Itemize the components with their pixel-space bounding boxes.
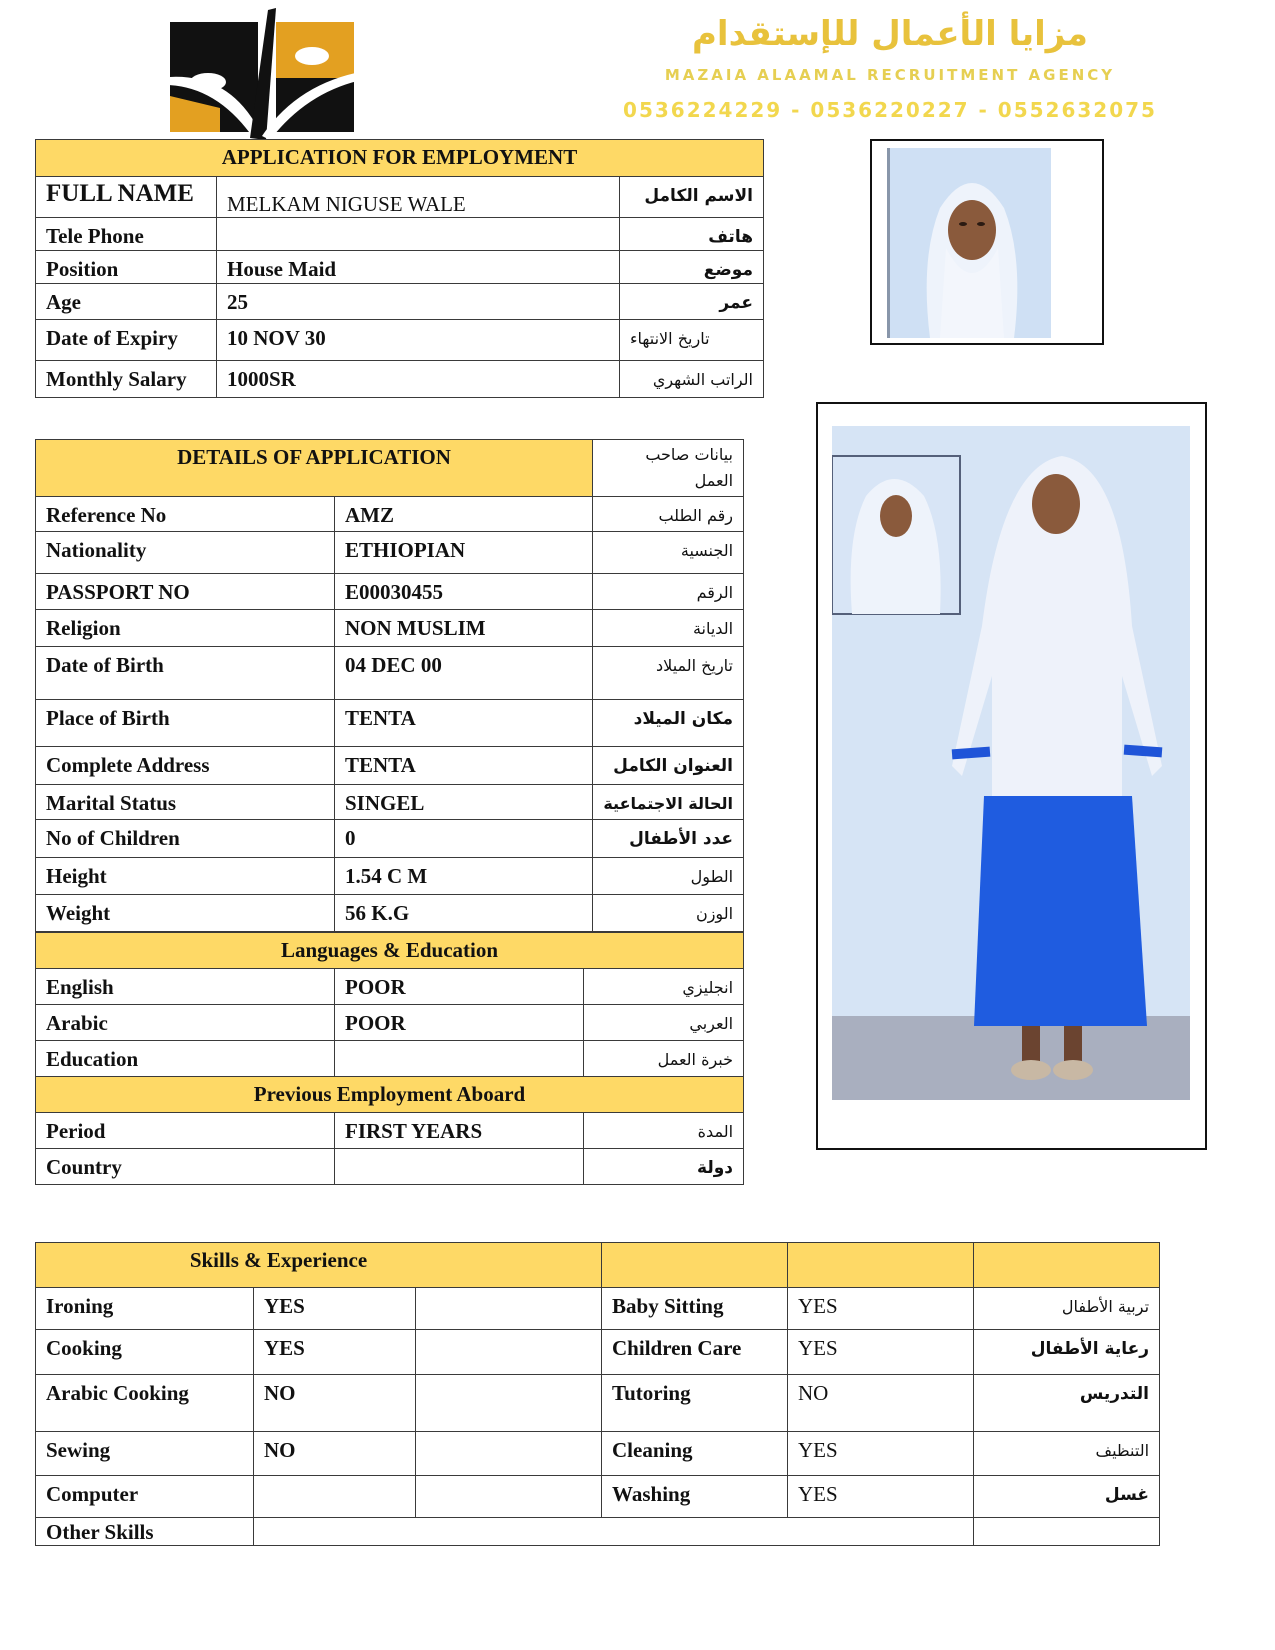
field-label-arabic: تاريخ الميلاد	[593, 647, 744, 700]
date-of-birth-value: 04 DEC 00	[335, 647, 593, 700]
application-title: APPLICATION FOR EMPLOYMENT	[36, 140, 764, 177]
languages-employment-table	[35, 932, 744, 1185]
details-table	[35, 439, 744, 932]
field-label-arabic: الوزن	[593, 895, 744, 932]
table-row	[36, 1432, 1160, 1476]
field-label: Age	[36, 284, 217, 320]
field-label-arabic: رقم الطلب	[593, 497, 744, 532]
field-label-arabic: الديانة	[593, 610, 744, 647]
field-label: English	[36, 969, 335, 1005]
table-row	[36, 497, 744, 532]
table-row	[36, 1149, 744, 1185]
skill-value: YES	[254, 1330, 416, 1375]
address-value: TENTA	[335, 747, 593, 785]
table-row	[36, 895, 744, 932]
table-row	[36, 700, 744, 747]
passport-no-value: E00030455	[335, 574, 593, 610]
table-row	[36, 361, 764, 398]
portrait-photo-icon	[890, 148, 1051, 338]
agency-phones: 0536224229 - 0536220227 - 0552632075	[623, 98, 1157, 122]
full-body-photo-icon	[832, 426, 1190, 1100]
skill-value: YES	[254, 1288, 416, 1330]
table-row	[36, 177, 764, 218]
agency-logo	[150, 8, 375, 140]
table-row	[36, 320, 764, 361]
agency-name-english: MAZAIA ALAAMAL RECRUITMENT AGENCY	[664, 66, 1116, 84]
field-label-arabic: الحالة الاجتماعية	[593, 785, 744, 820]
field-label-arabic: مكان الميلاد	[593, 700, 744, 747]
reference-no-value: AMZ	[335, 497, 593, 532]
skills-header-cell	[788, 1243, 974, 1288]
field-label: Nationality	[36, 532, 335, 574]
table-row	[36, 1330, 1160, 1375]
skill-value: NO	[254, 1432, 416, 1476]
skill-value: YES	[788, 1330, 974, 1375]
skills-title: Skills & Experience	[36, 1243, 602, 1288]
table-row	[36, 1113, 744, 1149]
skill-label: Cleaning	[602, 1432, 788, 1476]
field-label: Monthly Salary	[36, 361, 217, 398]
field-label: Place of Birth	[36, 700, 335, 747]
field-label-arabic: دولة	[584, 1149, 744, 1185]
country-value	[335, 1149, 584, 1185]
table-row	[36, 858, 744, 895]
salary-value: 1000SR	[217, 361, 620, 398]
table-row	[36, 1005, 744, 1041]
details-title-arabic: بيانات صاحب العمل	[593, 440, 744, 497]
weight-value: 56 K.G	[335, 895, 593, 932]
skill-label: Baby Sitting	[602, 1288, 788, 1330]
field-label-arabic: المدة	[584, 1113, 744, 1149]
marital-status-value: SINGEL	[335, 785, 593, 820]
table-row	[36, 1288, 1160, 1330]
skill-label-arabic: رعاية الأطفال	[974, 1330, 1160, 1375]
expiry-date-value: 10 NOV 30	[217, 320, 620, 361]
table-row	[36, 1476, 1160, 1518]
table-row	[36, 785, 744, 820]
field-label-arabic: الجنسية	[593, 532, 744, 574]
skill-label: Cooking	[36, 1330, 254, 1375]
field-label: Education	[36, 1041, 335, 1077]
other-skills-value	[254, 1518, 974, 1546]
field-label: Weight	[36, 895, 335, 932]
empty-cell	[416, 1476, 602, 1518]
field-label: Complete Address	[36, 747, 335, 785]
field-label: Date of Birth	[36, 647, 335, 700]
full-name-value: MELKAM NIGUSE WALE	[217, 177, 620, 218]
employment-title: Previous Employment Aboard	[36, 1077, 744, 1113]
skill-label: Tutoring	[602, 1375, 788, 1432]
arabic-level-value: POOR	[335, 1005, 584, 1041]
field-label-arabic: الاسم الكامل	[620, 177, 764, 218]
field-label-arabic: انجليزي	[584, 969, 744, 1005]
skills-table	[35, 1242, 1160, 1546]
skill-label: Computer	[36, 1476, 254, 1518]
english-level-value: POOR	[335, 969, 584, 1005]
skill-label: Ironing	[36, 1288, 254, 1330]
skill-label: Children Care	[602, 1330, 788, 1375]
skill-value: YES	[788, 1432, 974, 1476]
skill-value	[254, 1476, 416, 1518]
period-value: FIRST YEARS	[335, 1113, 584, 1149]
table-row	[36, 218, 764, 251]
telephone-value	[217, 218, 620, 251]
skill-label: Washing	[602, 1476, 788, 1518]
field-label-arabic: عدد الأطفال	[593, 820, 744, 858]
empty-cell	[416, 1432, 602, 1476]
field-label: Reference No	[36, 497, 335, 532]
field-label: No of Children	[36, 820, 335, 858]
field-label-arabic: موضع	[620, 251, 764, 284]
field-label-arabic: الراتب الشهري	[620, 361, 764, 398]
skill-value: YES	[788, 1476, 974, 1518]
education-value	[335, 1041, 584, 1077]
table-row	[36, 820, 744, 858]
nationality-value: ETHIOPIAN	[335, 532, 593, 574]
skill-value: NO	[788, 1375, 974, 1432]
table-row	[36, 969, 744, 1005]
field-label: Country	[36, 1149, 335, 1185]
field-label: Religion	[36, 610, 335, 647]
table-row	[36, 1375, 1160, 1432]
table-row	[36, 532, 744, 574]
field-label-arabic: الطول	[593, 858, 744, 895]
field-label: Height	[36, 858, 335, 895]
agency-name-arabic: مزايا الأعمال للإستقدام	[692, 14, 1088, 54]
field-label-arabic: الرقم	[593, 574, 744, 610]
skill-label-arabic: التنظيف	[974, 1432, 1160, 1476]
children-count-value: 0	[335, 820, 593, 858]
table-row	[36, 574, 744, 610]
table-row	[36, 1041, 744, 1077]
skills-header-cell	[602, 1243, 788, 1288]
skill-label: Sewing	[36, 1432, 254, 1476]
skill-value: NO	[254, 1375, 416, 1432]
field-label: Period	[36, 1113, 335, 1149]
field-label: Position	[36, 251, 217, 284]
table-row	[36, 284, 764, 320]
field-label: FULL NAME	[36, 177, 217, 218]
table-row	[36, 1518, 1160, 1546]
skill-label: Arabic Cooking	[36, 1375, 254, 1432]
field-label-arabic: عمر	[620, 284, 764, 320]
skills-header-cell	[974, 1243, 1160, 1288]
field-label-arabic: تاريخ الانتهاء	[620, 320, 764, 361]
other-skills-label: Other Skills	[36, 1518, 254, 1546]
position-value: House Maid	[217, 251, 620, 284]
height-value: 1.54 C M	[335, 858, 593, 895]
age-value: 25	[217, 284, 620, 320]
applicant-full-body-photo	[832, 426, 1190, 1100]
table-row	[36, 610, 744, 647]
skill-label-arabic: التدريس	[974, 1375, 1160, 1432]
field-label: Date of Expiry	[36, 320, 217, 361]
skill-value: YES	[788, 1288, 974, 1330]
field-label-arabic: هاتف	[620, 218, 764, 251]
field-label: PASSPORT NO	[36, 574, 335, 610]
table-row	[36, 747, 744, 785]
table-row	[36, 251, 764, 284]
applicant-portrait-photo	[887, 148, 1051, 338]
field-label-arabic: العربي	[584, 1005, 744, 1041]
empty-cell	[416, 1288, 602, 1330]
skill-label-arabic: غسل	[974, 1476, 1160, 1518]
empty-cell	[416, 1375, 602, 1432]
field-label-arabic: العنوان الكامل	[593, 747, 744, 785]
field-label-arabic: خبرة العمل	[584, 1041, 744, 1077]
empty-cell	[974, 1518, 1160, 1546]
place-of-birth-value: TENTA	[335, 700, 593, 747]
religion-value: NON MUSLIM	[335, 610, 593, 647]
languages-title: Languages & Education	[36, 933, 744, 969]
agency-logo-icon	[150, 8, 375, 140]
details-title: DETAILS OF APPLICATION	[36, 440, 593, 497]
skill-label-arabic: تربية الأطفال	[974, 1288, 1160, 1330]
field-label: Marital Status	[36, 785, 335, 820]
table-row	[36, 647, 744, 700]
empty-cell	[416, 1330, 602, 1375]
application-table	[35, 139, 764, 398]
field-label: Tele Phone	[36, 218, 217, 251]
field-label: Arabic	[36, 1005, 335, 1041]
